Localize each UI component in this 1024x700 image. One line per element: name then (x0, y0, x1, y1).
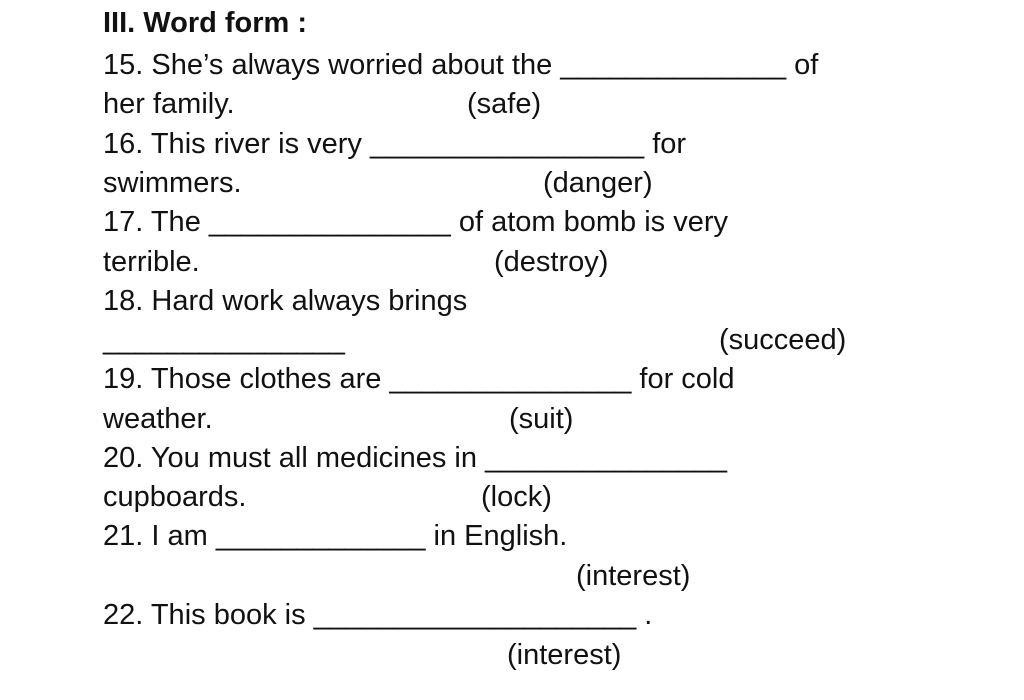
question-20-hint: (lock) (481, 481, 552, 513)
question-16-line-2: swimmers. (103, 167, 242, 199)
question-15-hint: (safe) (467, 88, 542, 120)
question-22-line-1: 22. This book is ____________________ . (103, 599, 653, 631)
question-20-line-1: 20. You must all medicines in _______________ (103, 442, 727, 474)
question-18-line-1: 18. Hard work always brings (103, 285, 468, 317)
question-19-line-1: 19. Those clothes are _______________ for cold (103, 363, 735, 395)
question-17-line-2: terrible. (103, 246, 200, 278)
question-19-hint: (suit) (509, 403, 574, 435)
question-16-line-1: 16. This river is very _________________ for (103, 128, 687, 160)
question-20-line-2: cupboards. (103, 481, 247, 513)
question-18-blank: _______________ (103, 324, 345, 356)
question-22-hint: (interest) (507, 639, 622, 671)
question-21-hint: (interest) (576, 560, 691, 592)
question-17-hint: (destroy) (494, 246, 609, 278)
question-17-line-1: 17. The _______________ of atom bomb is very (103, 206, 729, 238)
question-15-line-1: 15. She’s always worried about the ______________ of (103, 49, 819, 81)
section-title: III. Word form : (103, 7, 308, 39)
question-19-line-2: weather. (103, 403, 213, 435)
question-21-line-1: 21. I am _____________ in English. (103, 520, 568, 552)
question-16-hint: (danger) (543, 167, 653, 199)
question-15-line-2: her family. (103, 88, 235, 120)
question-18-hint: (succeed) (719, 324, 847, 356)
